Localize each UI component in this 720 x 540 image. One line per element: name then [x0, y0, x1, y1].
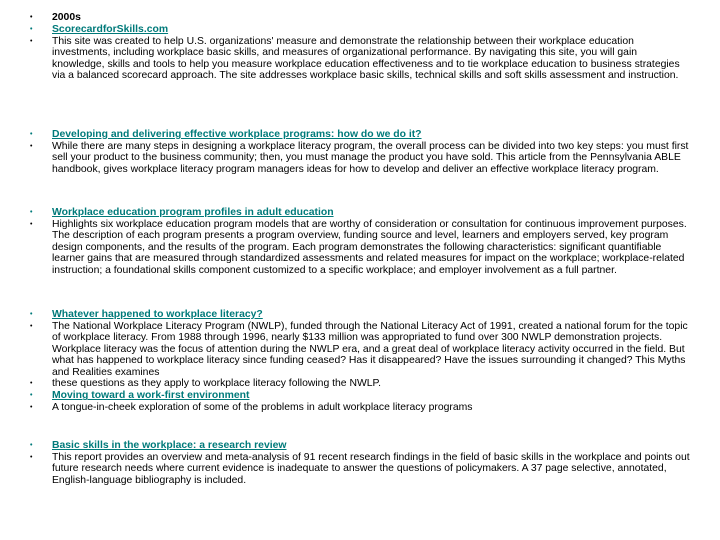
- description-whatever-happened: • The National Workplace Literacy Program (NWLP), funded through the National Literacy Act of 1991, created a national forum for the topic of workplace literacy. From 1988 through 1996, nearly $133 million was appropriated to fund over 300 NWLP demonstration projects. Workplace literacy was the focus of attention during the NWLP era, and a great deal of workplace literacy activity occurred in the field. But what has happened to workplace literacy since funding ceased? Has it disappeared? Have the issues surrounding it changed? This Myths and Realities examines: [0, 321, 720, 378]
- description-continued: • these questions as they apply to workplace literacy following the NWLP.: [0, 378, 720, 389]
- link-work-first[interactable]: • Moving toward a work-first environment: [0, 390, 720, 401]
- link-scorecardforskills[interactable]: • ScorecardforSkills.com: [0, 24, 720, 35]
- description-developing-delivering: • While there are many steps in designing a workplace literacy program, the overall process can be divided into two key steps: you must first sell your product to the business community; then, you must manage the product you have sold. This article from the Pennsylvania ABLE handbook, gives workplace literacy program managers ideas for how to develop and deliver an effective workplace literacy program.: [0, 141, 720, 175]
- section-research-review: [0, 440, 720, 486]
- description-research-review: • This report provides an overview and meta-analysis of 91 recent research findings in the field of basic skills in the workplace and points out future research needs where current evidence is inadequate to answer the questions of policymakers. A 37 page selective, annotated, English-language bibliography is included.: [0, 452, 720, 486]
- section-developing-programs: [0, 129, 720, 175]
- link-developing-delivering[interactable]: • Developing and delivering effective workplace programs: how do we do it?: [0, 129, 720, 140]
- link-research-review[interactable]: • Basic skills in the workplace: a research review: [0, 440, 720, 451]
- description-work-first: • A tongue-in-cheek exploration of some of the problems in adult workplace literacy programs: [0, 402, 720, 413]
- section-2000s: [0, 12, 720, 81]
- section-heading: • 2000s: [0, 12, 720, 23]
- description-scorecardforskills: • This site was created to help U.S. organizations' measure and demonstrate the relationship between their workplace education investments, including workplace basic skills, and measures of organizational performance. By navigating this site, you will gain knowledge, skills and tools to help you measure workplace education effectiveness and to tie workplace education to business strategies via a balanced scorecard approach. The site addresses workplace basic skills, technical skills and soft skills assessment and instruction.: [0, 36, 720, 82]
- description-program-profiles: • Highlights six workplace education program models that are worthy of consideration or consultation for continuous improvement purposes. The description of each program presents a program overview, funding source and level, learners and employers served, key program design components, and the results of the program. Each program demonstrates the following characteristics: significant quantifiable learner gains that are measured through standardized assessments and related measures for impact on the workplace; workplace-related instruction; a foundational skills component customized to a specific workplace; and employer involvement as a full partner.: [0, 219, 720, 276]
- section-workplace-literacy: [0, 309, 720, 414]
- section-program-profiles: [0, 207, 720, 276]
- link-program-profiles[interactable]: • Workplace education program profiles in adult education: [0, 207, 720, 218]
- link-whatever-happened[interactable]: • Whatever happened to workplace literacy?: [0, 309, 720, 320]
